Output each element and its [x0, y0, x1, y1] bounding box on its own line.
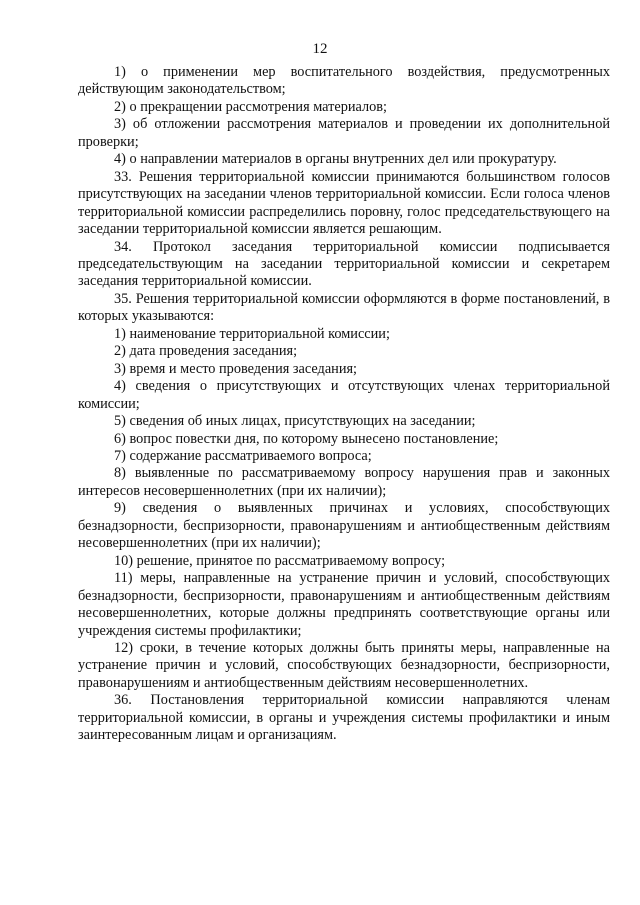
list-item-4: 4) сведения о присутствующих и отсутствующих членах территориальной комиссии; [78, 378, 610, 412]
paragraph-item-3: 3) об отложении рассмотрения материалов и проведении их дополнительной проверки; [78, 116, 610, 150]
paragraph-item-4: 4) о направлении материалов в органы внутренних дел или прокуратуру. [114, 151, 557, 168]
paragraph-item-1: 1) о применении мер воспитательного воздействия, предусмотренных действующим законодательством; [78, 64, 610, 98]
list-item-7: 7) содержание рассматриваемого вопроса; [114, 447, 372, 464]
document-body [78, 64, 610, 745]
paragraph-clause-36: 36. Постановления территориальной комиссии направляются членам территориальной комиссии, в органы и учреждения системы профилактики и иным заинтересованным лицам и организациям. [78, 692, 610, 744]
list-item-9: 9) сведения о выявленных причинах и условиях, способствующих безнадзорности, беспризорности, правонарушениям и антиобщественным действиям несовершеннолетних (при их наличии); [78, 500, 610, 552]
list-item-2: 2) дата проведения заседания; [114, 343, 298, 360]
list-item-6: 6) вопрос повестки дня, по которому вынесено постановление; [114, 430, 499, 447]
list-item-3: 3) время и место проведения заседания; [114, 360, 358, 377]
list-item-10: 10) решение, принятое по рассматриваемому вопросу; [114, 552, 446, 569]
list-item-11: 11) меры, направленные на устранение причин и условий, способствующих безнадзорности, беспризорности, правонарушениям и антиобщественным действиям несовершеннолетних, которые должны предпринять соответствующие органы или учреждения системы профилактики; [78, 570, 610, 639]
page-number: 12 [312, 41, 328, 57]
paragraph-item-2: 2) о прекращении рассмотрения материалов; [114, 98, 388, 115]
paragraph-clause-34: 34. Протокол заседания территориальной комиссии подписывается председательствующим на заседании территориальной комиссии и секретарем заседания территориальной комиссии. [78, 238, 610, 290]
list-item-12: 12) сроки, в течение которых должны быть приняты меры, направленные на устранение причин и условий, способствующих безнадзорности, беспризорности, правонарушениям и антиобщественным действиям несовершеннолетних. [78, 639, 610, 691]
list-item-5: 5) сведения об иных лицах, присутствующих на заседании; [114, 413, 476, 430]
paragraph-clause-35: 35. Решения территориальной комиссии оформляются в форме постановлений, в которых указываются: [78, 290, 610, 325]
list-item-1: 1) наименование территориальной комиссии; [114, 325, 390, 342]
list-item-8: 8) выявленные по рассматриваемому вопросу нарушения прав и законных интересов несовершеннолетних (при их наличии); [78, 465, 610, 499]
paragraph-clause-33: 33. Решения территориальной комиссии принимаются большинством голосов присутствующих на заседании членов территориальной комиссии. Если голоса членов территориальной комиссии распределились поровну, голос председательствующего на заседании территориальной комиссии является решающим. [78, 168, 610, 238]
